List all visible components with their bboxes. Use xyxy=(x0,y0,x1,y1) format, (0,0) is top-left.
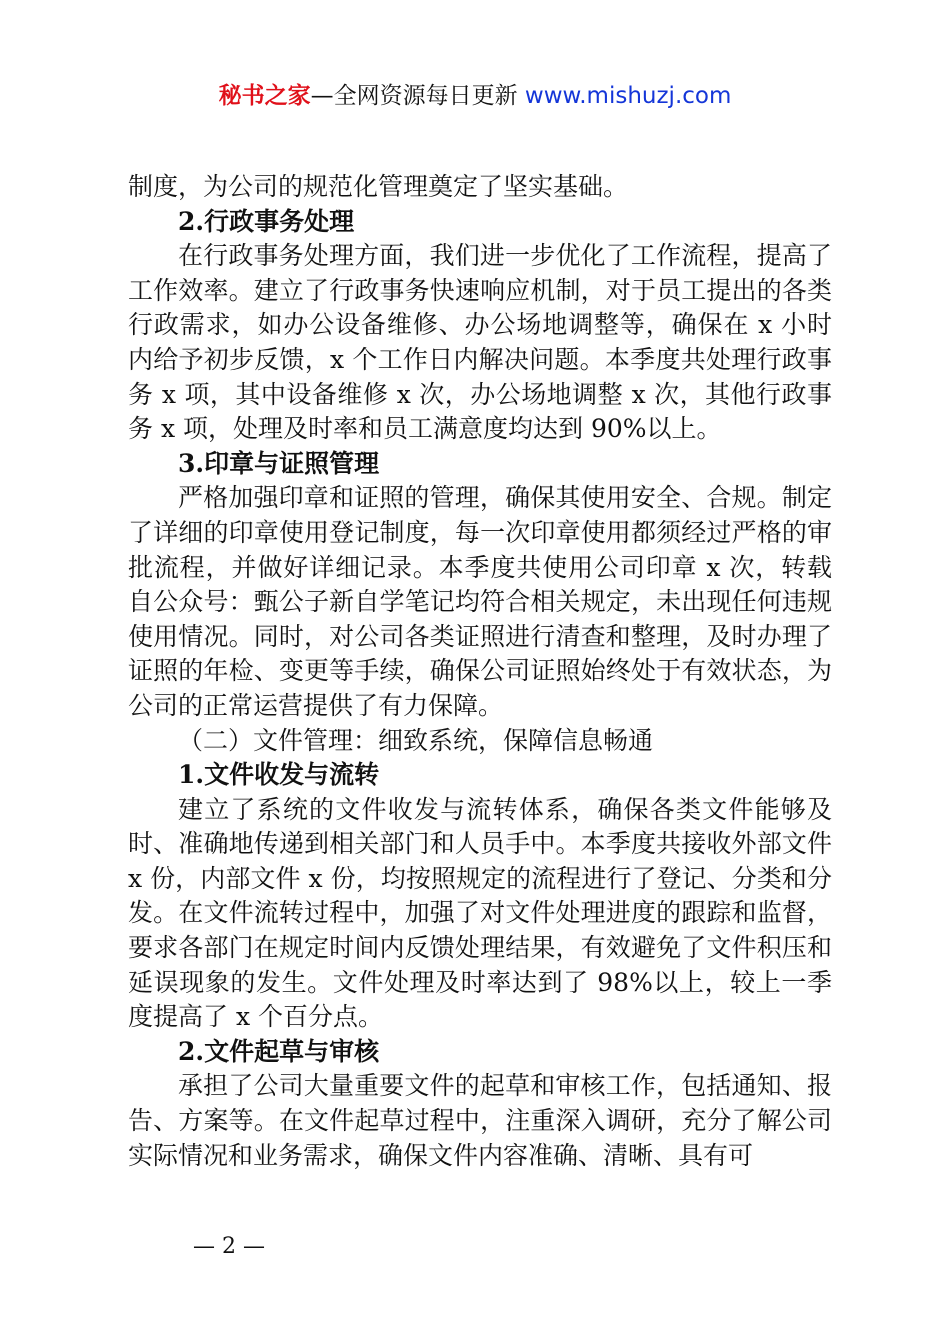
section-heading-file-management: （二）文件管理：细致系统，保障信息畅通 xyxy=(178,725,654,755)
continued-paragraph: 制度，为公司的规范化管理奠定了坚实基础。 xyxy=(128,172,629,201)
subheading-seal-license: 3.印章与证照管理 xyxy=(178,448,380,478)
subheading-file-drafting: 2.文件起草与审核 xyxy=(178,1036,380,1066)
paragraph-seal-license: 严格加强印章和证照的管理，确保其使用安全、合规。制定了详细的印章使用登记制度，每一次印章使用都须经过严格的审批流程，并做好详细记录。本季度共使用公司印章 x 次，转载自公众号：甄公子新自学笔记均符合相关规定，未出现任何违规使用情况。同时，对公司各类证照进行清查和整理，及时办理了证照的年检、变更等手续，确保公司证照始终处于有效状态，为公司的正常运营提供了有力保障。 xyxy=(128,483,832,720)
paragraph-file-dispatch: 建立了系统的文件收发与流转体系，确保各类文件能够及时、准确地传递到相关部门和人员手中。本季度共接收外部文件 x 份，内部文件 x 份，均按照规定的流程进行了登记、分类和分发。在文件流转过程中，加强了对文件处理进度的跟踪和监督，要求各部门在规定时间内反馈处理结果，有效避免了文件积压和延误现象的发生。文件处理及时率达到了 98%以上，较上一季度提高了 x 个百分点。 xyxy=(128,794,832,1032)
subheading-file-dispatch: 1.文件收发与流转 xyxy=(178,760,380,790)
paragraph-file-drafting: 承担了公司大量重要文件的起草和审核工作，包括通知、报告、方案等。在文件起草过程中，注重深入调研，充分了解公司实际情况和业务需求，确保文件内容准确、清晰、具有可 xyxy=(128,1071,832,1170)
page-number: — 2 — xyxy=(193,1234,265,1259)
document-body xyxy=(128,170,832,1173)
brand-name: 秘书之家 xyxy=(218,83,311,109)
site-header xyxy=(0,80,950,112)
site-url-link[interactable]: www.mishuzj.com xyxy=(524,83,732,109)
header-tagline: —全网资源每日更新 xyxy=(310,83,525,109)
paragraph-admin-affairs: 在行政事务处理方面，我们进一步优化了工作流程，提高了工作效率。建立了行政事务快速响应机制，对于员工提出的各类行政需求，如办公设备维修、办公场地调整等，确保在 x 小时内给予初步反馈，x 个工作日内解决问题。本季度共处理行政事务 x 项，其中设备维修 x 次，办公场地调整 x 次，其他行政事务 x 项，处理及时率和员工满意度均达到 90%以上。 xyxy=(128,241,832,444)
subheading-admin-affairs: 2.行政事务处理 xyxy=(178,206,355,236)
